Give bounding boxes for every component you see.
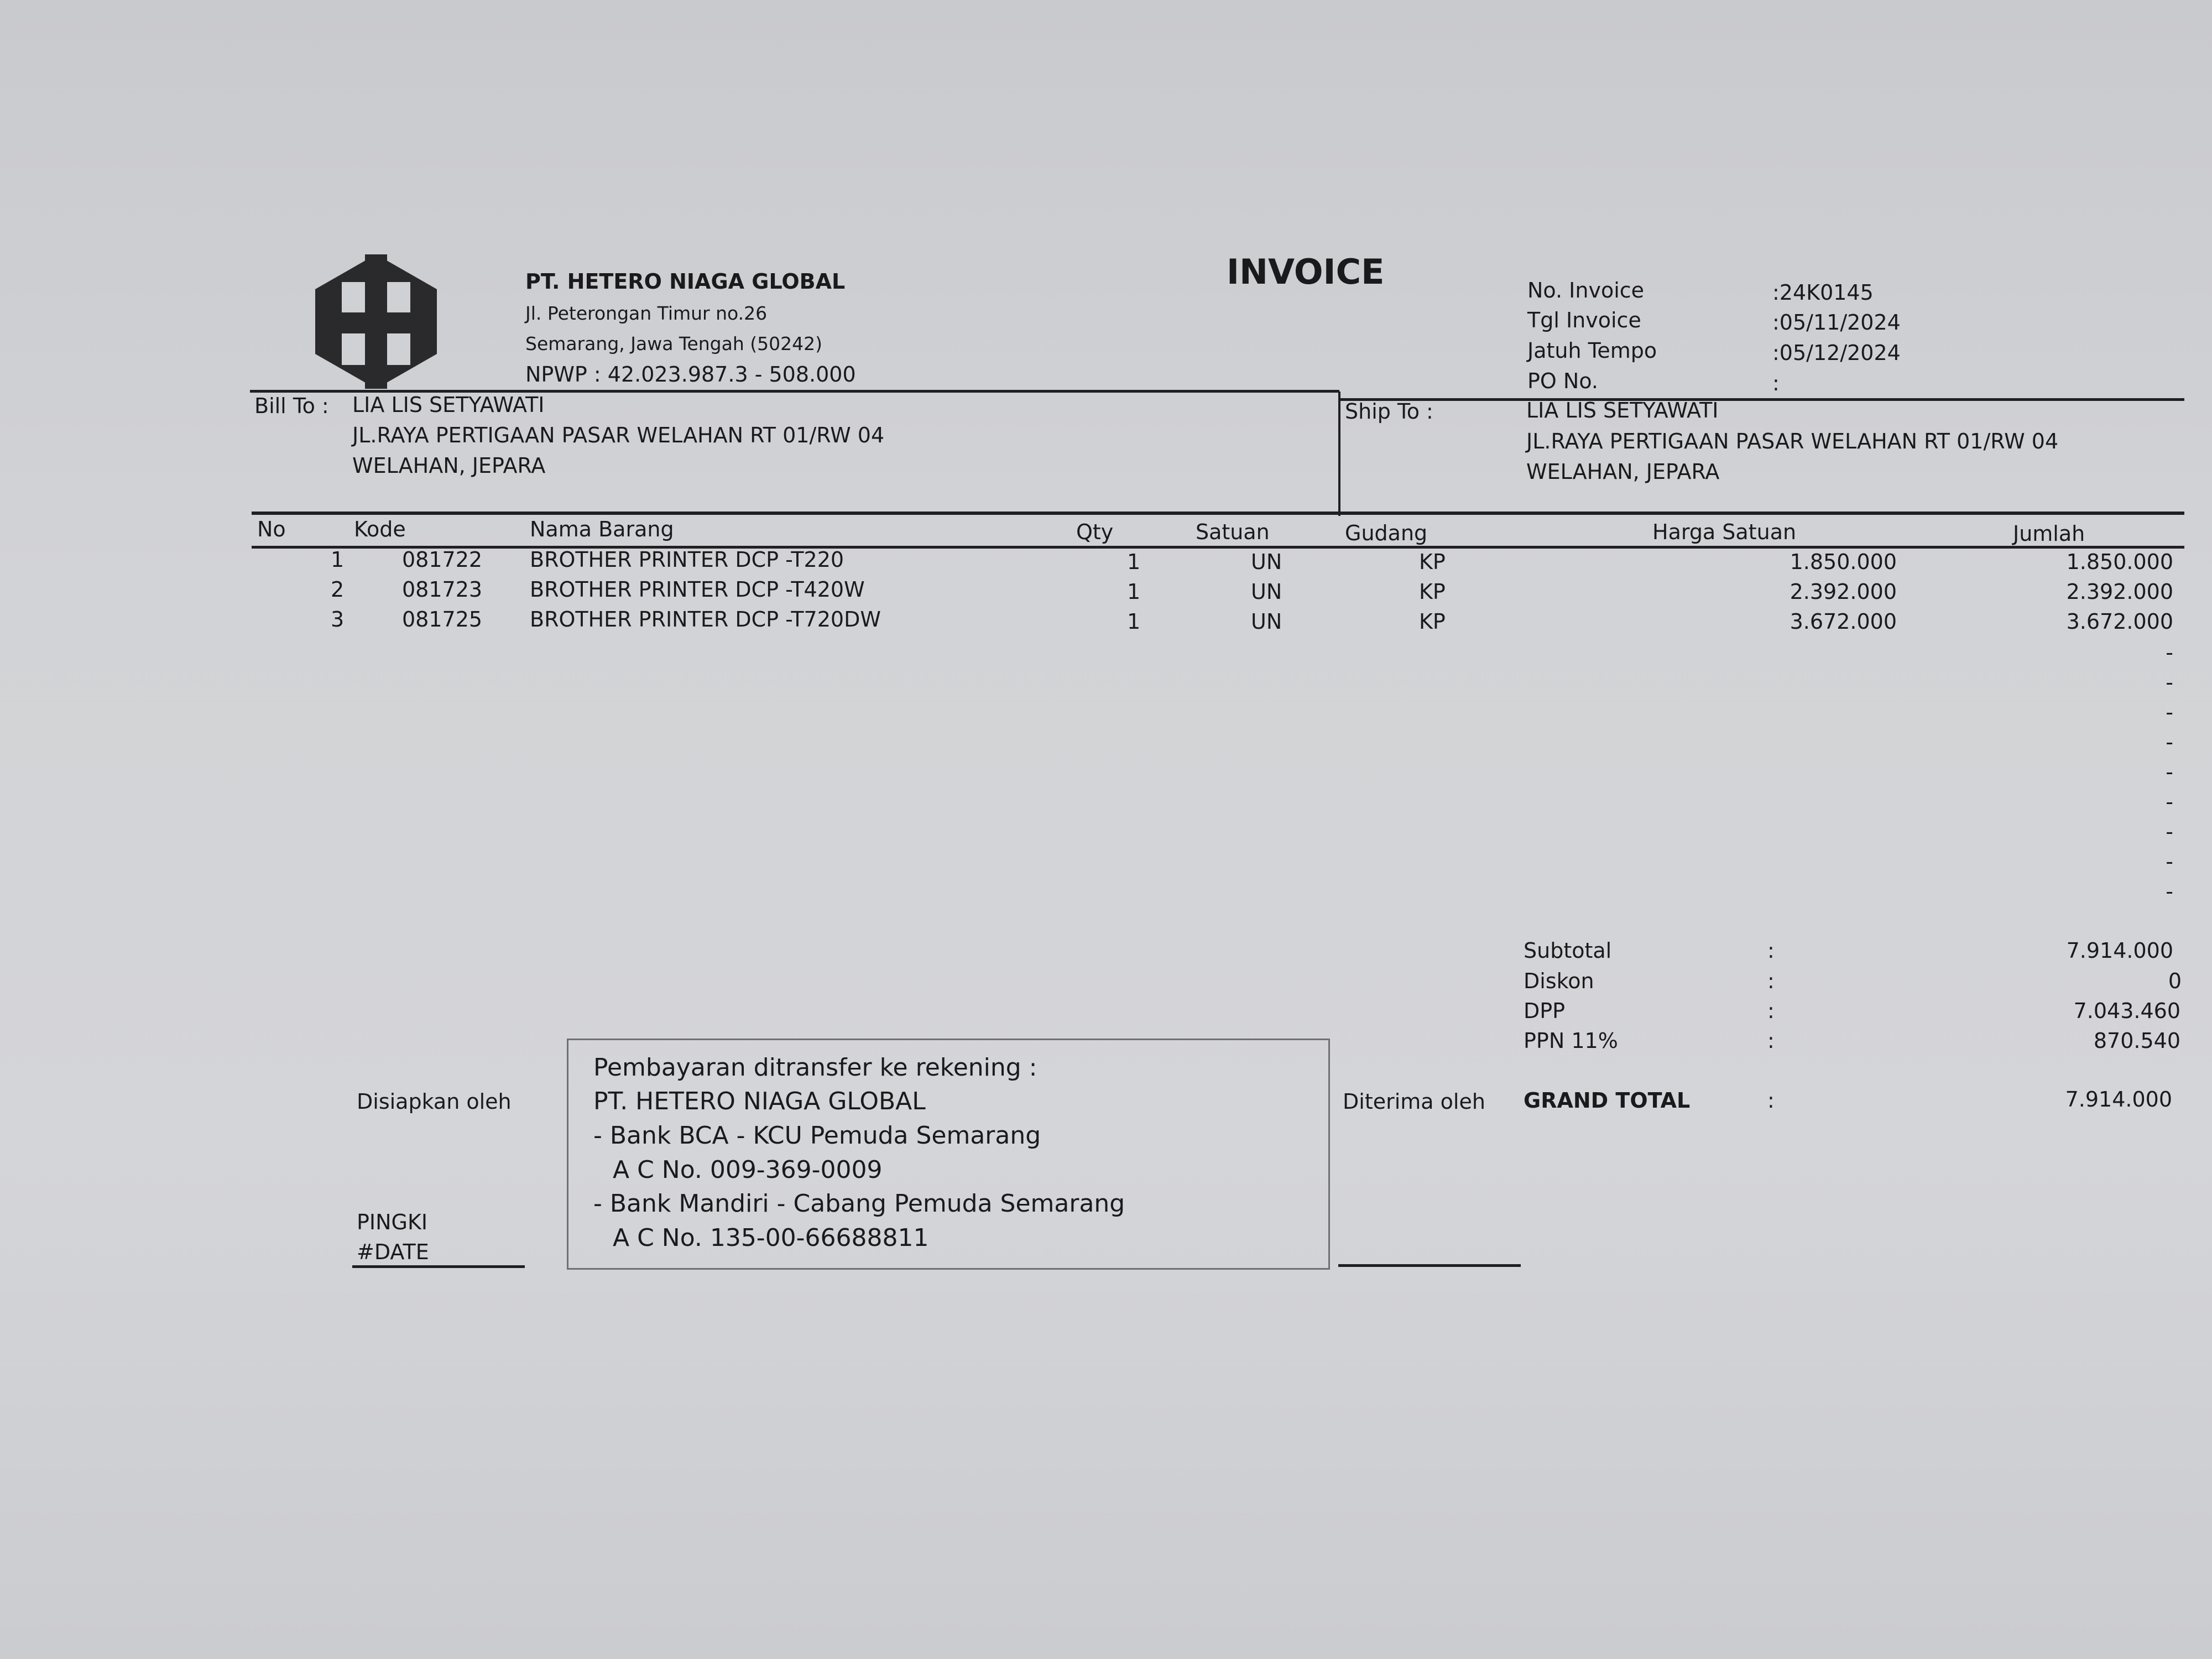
col-header-kode: Kode: [354, 517, 406, 541]
cell-gudang: KP: [1419, 609, 1446, 634]
ship-to-label: Ship To :: [1345, 399, 1433, 424]
total-value-subtotal: 7.914.000: [2066, 938, 2173, 963]
col-header-no: No: [257, 517, 286, 541]
cell-jumlah: 1.850.000: [2066, 550, 2173, 574]
table-row: [0, 607, 2212, 636]
total-value-dpp: 7.043.460: [2073, 999, 2180, 1023]
header-divider-right: [1339, 398, 2184, 401]
total-sep: :: [1767, 999, 1775, 1023]
payment-line-mandiri-account: A C No. 135-00-66688811: [613, 1224, 929, 1252]
cell-kode: 081722: [402, 547, 483, 572]
total-sep: :: [1767, 938, 1775, 963]
ship-to-name: LIA LIS SETYAWATI: [1526, 398, 1719, 422]
ship-to-address-line1: JL.RAYA PERTIGAAN PASAR WELAHAN RT 01/RW 04: [1526, 429, 2059, 453]
col-header-nama: Nama Barang: [530, 517, 674, 541]
total-label-dpp: DPP: [1524, 999, 1566, 1023]
empty-mark: -: [2166, 820, 2173, 844]
company-address-line1: Jl. Peterongan Timur no.26: [525, 302, 768, 324]
payment-line-bca-account: A C No. 009-369-0009: [613, 1156, 883, 1184]
empty-mark: -: [2166, 670, 2173, 695]
total-sep: :: [1767, 1029, 1775, 1053]
payment-line-company: PT. HETERO NIAGA GLOBAL: [593, 1087, 926, 1115]
ship-to-address-line2: WELAHAN, JEPARA: [1526, 460, 1720, 484]
invoice-title: INVOICE: [1227, 252, 1385, 292]
payment-line-bca: - Bank BCA - KCU Pemuda Semarang: [593, 1121, 1041, 1150]
cell-nama: BROTHER PRINTER DCP -T420W: [530, 577, 865, 602]
col-header-jumlah: Jumlah: [2013, 521, 2085, 546]
cell-no: 2: [331, 577, 345, 602]
empty-mark: -: [2166, 730, 2173, 754]
total-sep: :: [1767, 969, 1775, 993]
payment-line-mandiri: - Bank Mandiri - Cabang Pemuda Semarang: [593, 1190, 1125, 1218]
cell-satuan: UN: [1251, 580, 1282, 604]
cell-kode: 081725: [402, 607, 483, 632]
received-by-label: Diterima oleh: [1343, 1089, 1485, 1114]
total-value-ppn: 870.540: [2093, 1029, 2180, 1053]
address-divider: [1338, 392, 1340, 516]
cell-qty: 1: [1127, 550, 1141, 574]
cell-jumlah: 2.392.000: [2066, 580, 2173, 604]
cell-gudang: KP: [1419, 550, 1446, 574]
empty-mark: -: [2166, 760, 2173, 784]
meta-value-invoice-date: :05/11/2024: [1772, 310, 1901, 335]
cell-harga: 3.672.000: [1790, 609, 1897, 634]
cell-kode: 081723: [402, 577, 483, 602]
table-header-top-line: [252, 512, 2184, 515]
company-address-line2: Semarang, Jawa Tengah (50242): [525, 333, 822, 354]
empty-mark: -: [2166, 849, 2173, 874]
empty-mark: -: [2166, 640, 2173, 665]
total-label-diskon: Diskon: [1524, 969, 1594, 993]
grand-total-label: GRAND TOTAL: [1524, 1088, 1691, 1113]
table-row: [0, 547, 2212, 576]
payment-line-intro: Pembayaran ditransfer ke rekening :: [593, 1053, 1037, 1082]
meta-label-invoice-no: No. Invoice: [1527, 278, 1645, 302]
prepared-signature-line: [352, 1265, 525, 1268]
col-header-qty: Qty: [1076, 520, 1114, 544]
bill-to-address-line1: JL.RAYA PERTIGAAN PASAR WELAHAN RT 01/RW 04: [352, 423, 885, 447]
cell-no: 1: [331, 547, 345, 572]
cell-harga: 2.392.000: [1790, 580, 1897, 604]
cell-qty: 1: [1127, 580, 1141, 604]
meta-label-due-date: Jatuh Tempo: [1527, 338, 1657, 363]
col-header-harga: Harga Satuan: [1652, 520, 1797, 544]
total-label-ppn: PPN 11%: [1524, 1029, 1618, 1053]
cell-satuan: UN: [1251, 609, 1282, 634]
bill-to-label: Bill To :: [254, 394, 329, 418]
empty-mark: -: [2166, 700, 2173, 724]
cell-harga: 1.850.000: [1790, 550, 1897, 574]
cell-qty: 1: [1127, 609, 1141, 634]
company-name: PT. HETERO NIAGA GLOBAL: [525, 269, 846, 294]
cell-nama: BROTHER PRINTER DCP -T220: [530, 547, 844, 572]
meta-label-po-no: PO No.: [1527, 369, 1598, 393]
grand-total-sep: :: [1767, 1088, 1775, 1113]
cell-nama: BROTHER PRINTER DCP -T720DW: [530, 607, 881, 632]
cell-jumlah: 3.672.000: [2066, 609, 2173, 634]
total-value-diskon: 0: [2168, 969, 2182, 993]
meta-value-due-date: :05/12/2024: [1772, 341, 1901, 365]
col-header-gudang: Gudang: [1345, 521, 1428, 545]
received-signature-line: [1338, 1264, 1521, 1267]
company-npwp: NPWP : 42.023.987.3 - 508.000: [525, 362, 856, 387]
meta-value-po-no: :: [1772, 371, 1780, 395]
bill-to-address-line2: WELAHAN, JEPARA: [352, 453, 546, 478]
meta-label-invoice-date: Tgl Invoice: [1527, 308, 1641, 332]
cell-no: 3: [331, 607, 345, 632]
prepared-by-name: PINGKI: [357, 1210, 428, 1234]
cell-satuan: UN: [1251, 550, 1282, 574]
total-label-subtotal: Subtotal: [1524, 938, 1612, 963]
table-row: [0, 577, 2212, 606]
bill-to-name: LIA LIS SETYAWATI: [352, 393, 545, 417]
company-logo: [310, 252, 442, 390]
grand-total-value: 7.914.000: [2065, 1087, 2172, 1112]
col-header-satuan: Satuan: [1196, 520, 1270, 544]
meta-value-invoice-no: :24K0145: [1772, 280, 1874, 305]
payment-instructions-box: [567, 1039, 1330, 1270]
prepared-by-label: Disiapkan oleh: [357, 1089, 512, 1114]
empty-mark: -: [2166, 879, 2173, 904]
prepared-by-date: #DATE: [357, 1240, 429, 1264]
cell-gudang: KP: [1419, 580, 1446, 604]
empty-mark: -: [2166, 790, 2173, 814]
